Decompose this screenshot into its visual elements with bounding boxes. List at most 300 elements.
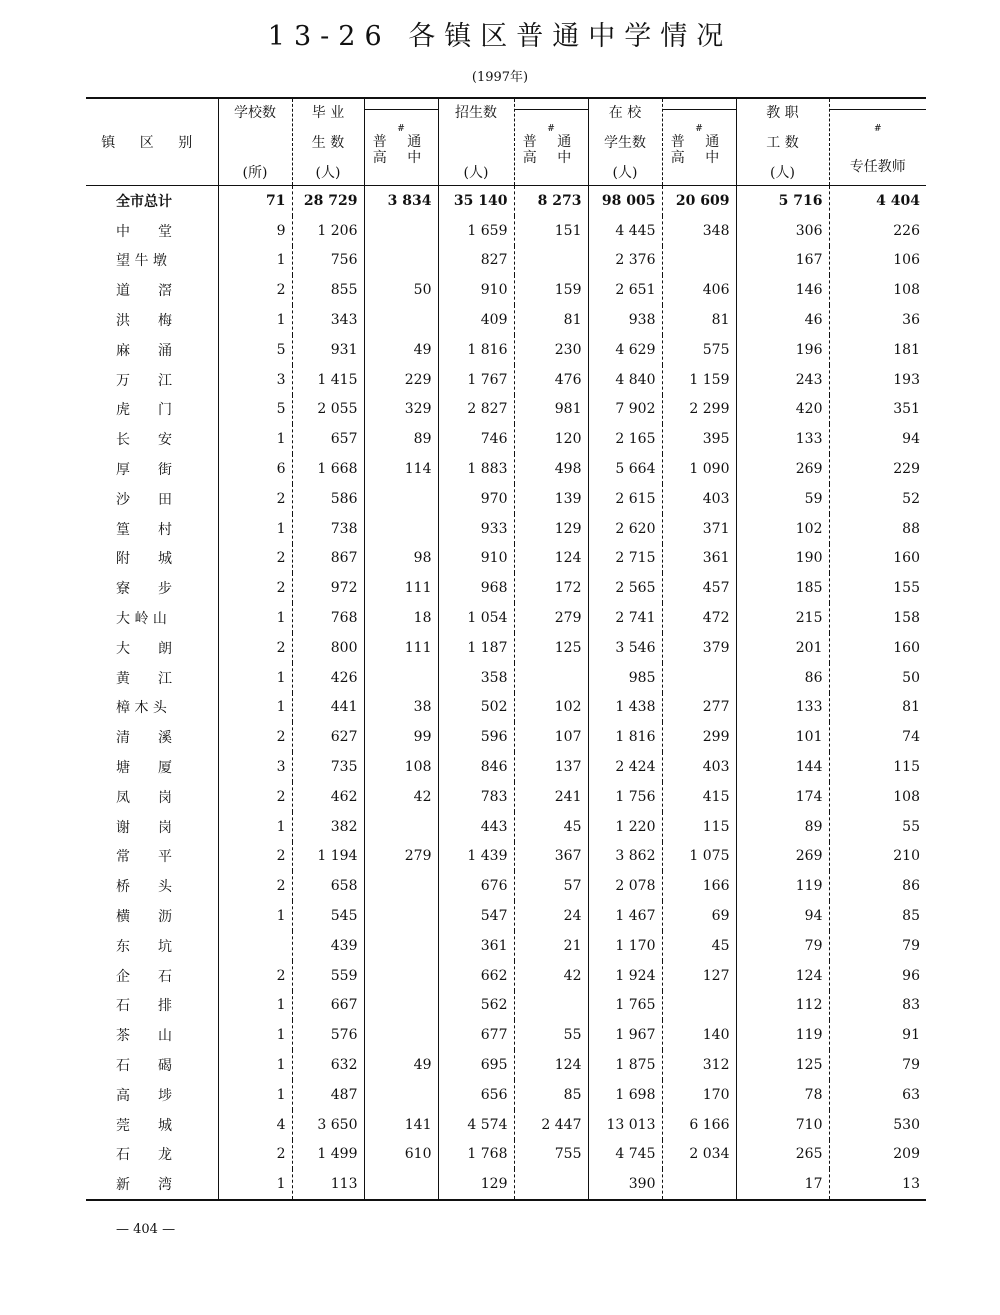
header-grad-l1: 毕 业	[311, 105, 345, 121]
table-body	[86, 186, 926, 1201]
cell-schools: 1	[218, 663, 292, 693]
cell-enroll-hs	[514, 991, 588, 1021]
cell-enroll-hs: 120	[514, 424, 588, 454]
cell-students: 4 745	[588, 1140, 662, 1170]
cell-students: 1 967	[588, 1020, 662, 1050]
table-row	[86, 931, 926, 961]
header-enroll-sub	[514, 98, 588, 186]
cell-enroll: 695	[438, 1050, 514, 1080]
cell-schools	[218, 931, 292, 961]
cell-graduates-hs: 18	[364, 603, 438, 633]
cell-students-hs: 348	[662, 216, 736, 246]
cell-teachers: 94	[829, 424, 926, 454]
cell-enroll: 409	[438, 305, 514, 335]
cell-students: 1 220	[588, 812, 662, 842]
cell-enroll-hs	[514, 246, 588, 276]
cell-students-hs: 127	[662, 961, 736, 991]
cell-graduates-hs: 114	[364, 454, 438, 484]
cell-students-hs: 361	[662, 544, 736, 574]
cell-graduates: 657	[292, 424, 364, 454]
cell-staff: 190	[736, 544, 829, 574]
header-students	[588, 98, 662, 186]
cell-graduates-hs: 3 834	[364, 186, 438, 216]
cell-graduates-hs: 229	[364, 365, 438, 395]
cell-graduates: 1 415	[292, 365, 364, 395]
page-title: 13-26 各镇区普通中学情况	[267, 21, 733, 52]
cell-graduates-hs	[364, 1080, 438, 1110]
cell-staff: 420	[736, 395, 829, 425]
cell-enroll-hs: 2 447	[514, 1110, 588, 1140]
cell-enroll-hs: 139	[514, 484, 588, 514]
cell-teachers: 108	[829, 275, 926, 305]
cell-enroll: 656	[438, 1080, 514, 1110]
cell-students: 2 615	[588, 484, 662, 514]
name: 横 沥	[116, 909, 172, 926]
cell-teachers: 13	[829, 1169, 926, 1200]
cell-students: 2 376	[588, 246, 662, 276]
cell-staff: 124	[736, 961, 829, 991]
name: 望 牛 墩	[116, 253, 167, 270]
table-row	[86, 722, 926, 752]
cell-staff: 119	[736, 871, 829, 901]
cell-staff: 185	[736, 573, 829, 603]
cell-graduates-hs: 49	[364, 335, 438, 365]
cell-graduates: 576	[292, 1020, 364, 1050]
cell-students-hs: 472	[662, 603, 736, 633]
cell-enroll-hs: 279	[514, 603, 588, 633]
cell-students-hs: 1 090	[662, 454, 736, 484]
cell-teachers: 106	[829, 246, 926, 276]
cell-enroll-hs: 55	[514, 1020, 588, 1050]
cell-students: 4 629	[588, 335, 662, 365]
cell-teachers: 115	[829, 752, 926, 782]
cell-staff: 79	[736, 931, 829, 961]
cell-graduates: 1 194	[292, 842, 364, 872]
name: 桥 头	[116, 879, 172, 896]
cell-students-hs: 20 609	[662, 186, 736, 216]
name: 全市总计	[86, 186, 218, 216]
cell-enroll-hs: 102	[514, 693, 588, 723]
cell-graduates: 343	[292, 305, 364, 335]
cell-graduates-hs	[364, 961, 438, 991]
cell-staff: 265	[736, 1140, 829, 1170]
cell-staff: 243	[736, 365, 829, 395]
cell-graduates: 800	[292, 633, 364, 663]
cell-schools: 2	[218, 484, 292, 514]
header-grad-sub-l1: 普 通	[372, 134, 430, 150]
cell-staff: 144	[736, 752, 829, 782]
cell-staff: 86	[736, 663, 829, 693]
cell-graduates-hs: 141	[364, 1110, 438, 1140]
cell-teachers: 226	[829, 216, 926, 246]
cell-enroll-hs: 367	[514, 842, 588, 872]
cell-schools: 1	[218, 1020, 292, 1050]
header-teachers-label: 专任教师	[849, 159, 906, 175]
cell-schools: 2	[218, 275, 292, 305]
name: 新 湾	[116, 1177, 172, 1194]
cell-students: 5 664	[588, 454, 662, 484]
table-row	[86, 693, 926, 723]
cell-enroll-hs: 85	[514, 1080, 588, 1110]
cell-enroll: 662	[438, 961, 514, 991]
cell-enroll: 910	[438, 275, 514, 305]
cell-graduates-hs	[364, 931, 438, 961]
table-row	[86, 1169, 926, 1200]
cell-schools: 6	[218, 454, 292, 484]
cell-enroll: 358	[438, 663, 514, 693]
name: 石 碣	[116, 1058, 172, 1074]
cell-students-hs: 371	[662, 514, 736, 544]
cell-students: 1 924	[588, 961, 662, 991]
cell-graduates: 735	[292, 752, 364, 782]
cell-enroll-hs: 151	[514, 216, 588, 246]
cell-graduates-hs: 111	[364, 573, 438, 603]
cell-teachers: 83	[829, 991, 926, 1021]
cell-graduates-hs: 89	[364, 424, 438, 454]
cell-schools: 2	[218, 544, 292, 574]
cell-schools: 9	[218, 216, 292, 246]
cell-schools: 2	[218, 722, 292, 752]
cell-staff: 269	[736, 842, 829, 872]
name: 茶 山	[116, 1028, 172, 1045]
name: 东 坑	[116, 938, 172, 955]
cell-enroll: 1 768	[438, 1140, 514, 1170]
cell-graduates-hs: 108	[364, 752, 438, 782]
cell-enroll: 129	[438, 1169, 514, 1200]
cell-graduates: 738	[292, 514, 364, 544]
cell-graduates-hs	[364, 991, 438, 1021]
cell-graduates-hs: 610	[364, 1140, 438, 1170]
cell-teachers: 96	[829, 961, 926, 991]
name: 大 岭 山	[116, 611, 167, 628]
name: 虎 门	[116, 402, 172, 419]
cell-schools: 3	[218, 365, 292, 395]
header-students-l2: 学生数	[604, 135, 646, 151]
cell-staff: 306	[736, 216, 829, 246]
page-number: — 404 —	[116, 1222, 176, 1237]
cell-students-hs: 575	[662, 335, 736, 365]
cell-graduates: 113	[292, 1169, 364, 1200]
cell-staff: 133	[736, 693, 829, 723]
cell-graduates: 1 499	[292, 1140, 364, 1170]
cell-teachers: 210	[829, 842, 926, 872]
name: 厚 街	[116, 462, 172, 479]
name: 凤 岗	[116, 789, 172, 806]
name: 沙 田	[116, 491, 172, 508]
year-label: (1997年)	[471, 70, 529, 85]
name: 麻 涌	[116, 342, 172, 359]
cell-schools: 3	[218, 752, 292, 782]
cell-graduates-hs: 49	[364, 1050, 438, 1080]
ofwhich-mark: #	[695, 124, 703, 134]
cell-staff: 215	[736, 603, 829, 633]
cell-graduates: 1 668	[292, 454, 364, 484]
table-row	[86, 335, 926, 365]
cell-teachers: 108	[829, 782, 926, 812]
cell-enroll: 1 659	[438, 216, 514, 246]
ofwhich-mark: #	[873, 124, 882, 134]
cell-graduates: 1 206	[292, 216, 364, 246]
cell-students-hs: 2 299	[662, 395, 736, 425]
table-row	[86, 305, 926, 335]
header-schools	[218, 98, 292, 186]
cell-graduates-hs: 111	[364, 633, 438, 663]
cell-enroll-hs: 8 273	[514, 186, 588, 216]
cell-enroll: 827	[438, 246, 514, 276]
cell-students-hs: 415	[662, 782, 736, 812]
cell-staff: 101	[736, 722, 829, 752]
cell-enroll: 910	[438, 544, 514, 574]
cell-enroll: 933	[438, 514, 514, 544]
cell-schools: 1	[218, 1080, 292, 1110]
cell-graduates: 855	[292, 275, 364, 305]
cell-students: 2 741	[588, 603, 662, 633]
cell-staff: 167	[736, 246, 829, 276]
cell-enroll-hs: 137	[514, 752, 588, 782]
cell-students-hs	[662, 246, 736, 276]
cell-teachers: 158	[829, 603, 926, 633]
table-row	[86, 484, 926, 514]
cell-graduates: 545	[292, 901, 364, 931]
header-enroll	[438, 98, 514, 186]
cell-staff: 46	[736, 305, 829, 335]
cell-graduates: 2 055	[292, 395, 364, 425]
table-row	[86, 454, 926, 484]
cell-enroll: 1 054	[438, 603, 514, 633]
cell-students: 98 005	[588, 186, 662, 216]
cell-students: 2 620	[588, 514, 662, 544]
cell-teachers: 86	[829, 871, 926, 901]
name: 莞 城	[116, 1117, 172, 1134]
cell-teachers: 50	[829, 663, 926, 693]
cell-enroll: 547	[438, 901, 514, 931]
cell-students: 3 862	[588, 842, 662, 872]
cell-schools: 1	[218, 901, 292, 931]
name: 道 滘	[116, 283, 172, 300]
cell-schools: 2	[218, 842, 292, 872]
cell-enroll: 361	[438, 931, 514, 961]
table-row	[86, 573, 926, 603]
cell-enroll: 1 439	[438, 842, 514, 872]
cell-enroll-hs: 81	[514, 305, 588, 335]
cell-enroll-hs: 241	[514, 782, 588, 812]
cell-graduates: 487	[292, 1080, 364, 1110]
header-staff-l2: 工 数	[766, 135, 799, 151]
cell-staff: 201	[736, 633, 829, 663]
header-graduates	[292, 98, 364, 186]
cell-teachers: 63	[829, 1080, 926, 1110]
name: 塘 厦	[116, 760, 172, 777]
cell-students-hs: 403	[662, 484, 736, 514]
cell-graduates-hs: 42	[364, 782, 438, 812]
cell-students: 1 467	[588, 901, 662, 931]
cell-teachers: 530	[829, 1110, 926, 1140]
name: 常 平	[116, 849, 172, 866]
cell-graduates-hs: 98	[364, 544, 438, 574]
cell-students: 2 565	[588, 573, 662, 603]
cell-enroll: 676	[438, 871, 514, 901]
cell-teachers: 85	[829, 901, 926, 931]
cell-teachers: 79	[829, 1050, 926, 1080]
cell-teachers: 160	[829, 633, 926, 663]
cell-schools: 1	[218, 246, 292, 276]
cell-students: 1 170	[588, 931, 662, 961]
cell-students-hs: 312	[662, 1050, 736, 1080]
cell-students: 938	[588, 305, 662, 335]
cell-graduates-hs	[364, 305, 438, 335]
header-staff	[736, 98, 829, 186]
header-staff-l3: (人)	[770, 165, 795, 181]
table-row	[86, 663, 926, 693]
table-row	[86, 1140, 926, 1170]
cell-enroll-hs: 159	[514, 275, 588, 305]
header-enroll-l2: (人)	[463, 165, 489, 181]
cell-students: 2 424	[588, 752, 662, 782]
cell-enroll: 35 140	[438, 186, 514, 216]
header-enroll-l1: 招生数	[455, 105, 497, 121]
cell-students: 390	[588, 1169, 662, 1200]
cell-teachers: 351	[829, 395, 926, 425]
cell-students: 1 438	[588, 693, 662, 723]
cell-graduates-hs	[364, 901, 438, 931]
cell-enroll: 1 187	[438, 633, 514, 663]
table-row	[86, 633, 926, 663]
cell-graduates: 768	[292, 603, 364, 633]
cell-enroll: 443	[438, 812, 514, 842]
cell-graduates: 3 650	[292, 1110, 364, 1140]
cell-teachers: 81	[829, 693, 926, 723]
header-staff-l1: 教 职	[766, 105, 799, 121]
cell-enroll-hs: 57	[514, 871, 588, 901]
cell-students-hs: 140	[662, 1020, 736, 1050]
header-enroll-sub-l2: 高 中	[522, 150, 580, 166]
name: 寮 步	[116, 581, 172, 598]
cell-enroll: 1 883	[438, 454, 514, 484]
cell-students: 2 651	[588, 275, 662, 305]
cell-students-hs: 115	[662, 812, 736, 842]
cell-graduates: 28 729	[292, 186, 364, 216]
cell-graduates: 627	[292, 722, 364, 752]
cell-students: 2 715	[588, 544, 662, 574]
table-row	[86, 1020, 926, 1050]
cell-enroll-hs: 498	[514, 454, 588, 484]
cell-enroll: 746	[438, 424, 514, 454]
cell-graduates: 667	[292, 991, 364, 1021]
cell-graduates-hs: 38	[364, 693, 438, 723]
cell-staff: 78	[736, 1080, 829, 1110]
cell-staff: 102	[736, 514, 829, 544]
cell-enroll-hs: 755	[514, 1140, 588, 1170]
name: 篁 村	[116, 521, 172, 538]
cell-students: 3 546	[588, 633, 662, 663]
cell-schools: 5	[218, 335, 292, 365]
cell-teachers: 79	[829, 931, 926, 961]
cell-teachers: 91	[829, 1020, 926, 1050]
cell-enroll-hs: 125	[514, 633, 588, 663]
name: 洪 梅	[116, 313, 172, 330]
cell-students: 4 840	[588, 365, 662, 395]
cell-students-hs: 1 159	[662, 365, 736, 395]
ofwhich-mark: #	[547, 124, 555, 134]
table-row	[86, 365, 926, 395]
table-row	[86, 871, 926, 901]
cell-enroll: 1 767	[438, 365, 514, 395]
name: 谢 岗	[116, 819, 172, 836]
cell-staff: 125	[736, 1050, 829, 1080]
cell-students: 2 165	[588, 424, 662, 454]
name: 长 安	[116, 432, 172, 449]
cell-graduates: 462	[292, 782, 364, 812]
cell-graduates: 439	[292, 931, 364, 961]
cell-students-hs: 379	[662, 633, 736, 663]
cell-teachers: 55	[829, 812, 926, 842]
cell-enroll-hs: 476	[514, 365, 588, 395]
cell-students-hs	[662, 1169, 736, 1200]
header-graduates-sub	[364, 98, 438, 186]
table-row	[86, 812, 926, 842]
cell-staff: 89	[736, 812, 829, 842]
cell-teachers: 36	[829, 305, 926, 335]
cell-enroll: 4 574	[438, 1110, 514, 1140]
cell-enroll-hs	[514, 663, 588, 693]
cell-enroll-hs	[514, 1169, 588, 1200]
cell-enroll-hs: 24	[514, 901, 588, 931]
cell-enroll: 562	[438, 991, 514, 1021]
header-grad-sub-l2: 高 中	[372, 150, 430, 166]
cell-enroll: 1 816	[438, 335, 514, 365]
cell-staff: 146	[736, 275, 829, 305]
cell-students-hs: 299	[662, 722, 736, 752]
cell-graduates-hs	[364, 484, 438, 514]
cell-students: 1 765	[588, 991, 662, 1021]
cell-students: 985	[588, 663, 662, 693]
cell-schools: 4	[218, 1110, 292, 1140]
cell-students: 1 756	[588, 782, 662, 812]
cell-schools: 2	[218, 961, 292, 991]
cell-staff: 119	[736, 1020, 829, 1050]
cell-staff: 269	[736, 454, 829, 484]
cell-graduates: 867	[292, 544, 364, 574]
name: 中 堂	[116, 223, 172, 240]
cell-graduates-hs	[364, 871, 438, 901]
cell-students: 4 445	[588, 216, 662, 246]
cell-schools: 2	[218, 633, 292, 663]
cell-enroll-hs: 172	[514, 573, 588, 603]
cell-students-hs: 81	[662, 305, 736, 335]
cell-schools: 1	[218, 1169, 292, 1200]
header-enroll-sub-l1: 普 通	[522, 134, 580, 150]
cell-enroll-hs: 124	[514, 1050, 588, 1080]
cell-students-hs	[662, 991, 736, 1021]
cell-graduates: 586	[292, 484, 364, 514]
table-row	[86, 901, 926, 931]
cell-enroll: 970	[438, 484, 514, 514]
header-students-l1: 在 校	[608, 105, 642, 121]
cell-schools: 1	[218, 514, 292, 544]
cell-graduates: 426	[292, 663, 364, 693]
cell-students-hs: 45	[662, 931, 736, 961]
cell-staff: 17	[736, 1169, 829, 1200]
cell-enroll-hs: 129	[514, 514, 588, 544]
cell-schools: 1	[218, 991, 292, 1021]
name: 黄 江	[116, 670, 172, 687]
table-row	[86, 842, 926, 872]
cell-schools: 1	[218, 1050, 292, 1080]
cell-schools: 2	[218, 573, 292, 603]
cell-teachers: 193	[829, 365, 926, 395]
name: 清 溪	[116, 730, 172, 747]
cell-students-hs: 406	[662, 275, 736, 305]
